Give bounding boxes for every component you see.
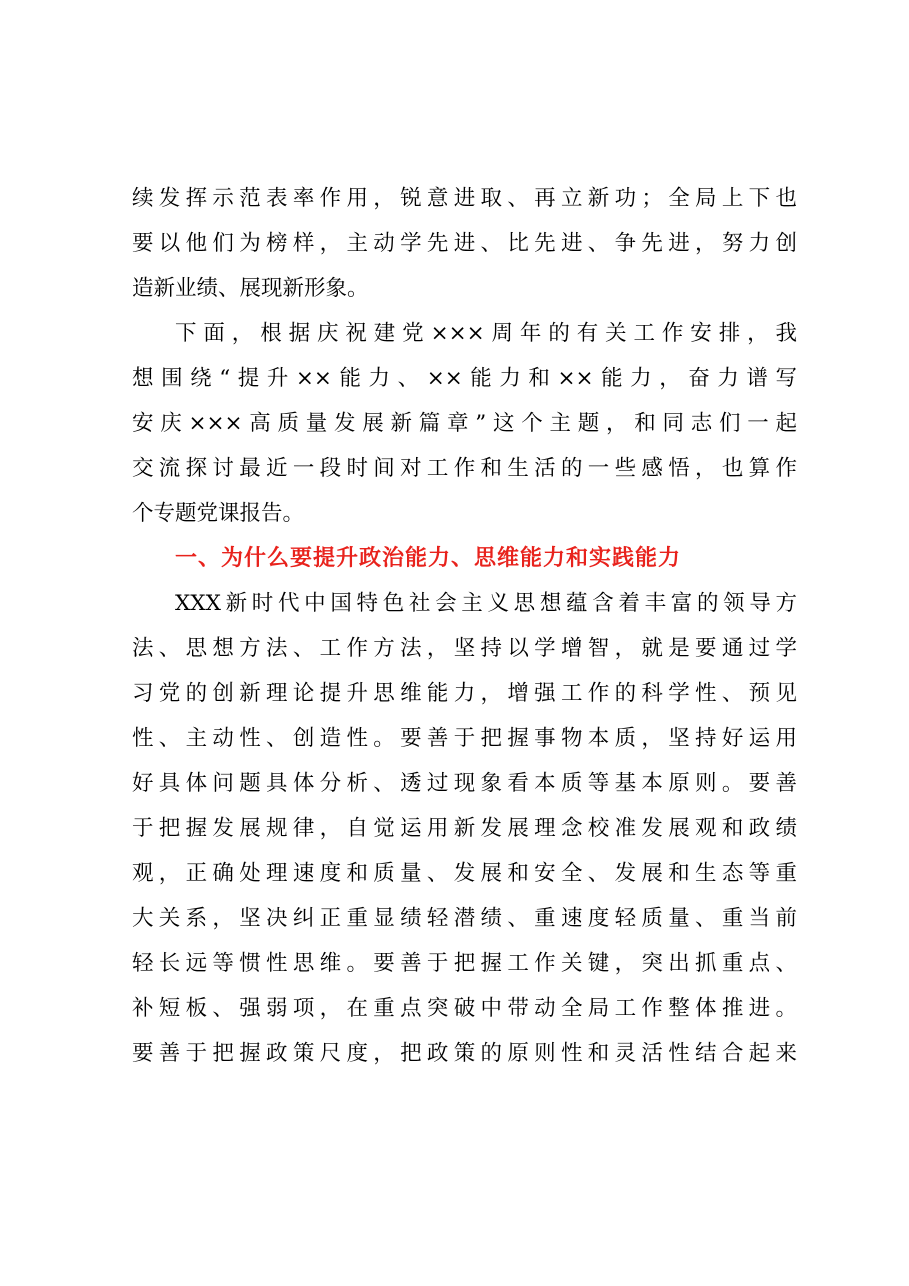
paragraph-line: XXX新时代中国特色社会主义思想蕴含着丰富的领导方 <box>175 591 797 616</box>
paragraph-line: 造新业绩、展现新形象。 <box>132 276 369 301</box>
section-heading: 一、为什么要提升政治能力、思维能力和实践能力 <box>175 546 682 571</box>
paragraph-line: 性、主动性、创造性。要善于把握事物本质，坚持好运用 <box>132 726 797 751</box>
document-body <box>132 176 797 1076</box>
paragraph-line: 好具体问题具体分析、透过现象看本质等基本原则。要善 <box>132 771 797 796</box>
paragraph-line: 交流探讨最近一段时间对工作和生活的一些感悟，也算作 <box>132 456 797 481</box>
paragraph-line: 补短板、强弱项，在重点突破中带动全局工作整体推进。 <box>132 996 797 1021</box>
paragraph-line: 习党的创新理论提升思维能力，增强工作的科学性、预见 <box>132 681 797 706</box>
paragraph-line: 法、思想方法、工作方法，坚持以学增智，就是要通过学 <box>132 636 797 661</box>
paragraph-line: 于把握发展规律，自觉运用新发展理念校准发展观和政绩 <box>132 816 797 841</box>
paragraph-line: 安庆×××高质量发展新篇章”这个主题，和同志们一起 <box>132 411 797 436</box>
paragraph-line: 想围绕“提升××能力、××能力和××能力，奋力谱写 <box>132 366 797 391</box>
paragraph-line: 要善于把握政策尺度，把政策的原则性和灵活性结合起来 <box>132 1041 797 1066</box>
paragraph-line: 个专题党课报告。 <box>132 501 305 526</box>
paragraph-line: 下面，根据庆祝建党×××周年的有关工作安排，我 <box>175 321 797 346</box>
paragraph-line: 轻长远等惯性思维。要善于把握工作关键，突出抓重点、 <box>132 951 797 976</box>
paragraph-line: 大关系，坚决纠正重显绩轻潜绩、重速度轻质量、重当前 <box>132 906 797 931</box>
paragraph-line: 续发挥示范表率作用，锐意进取、再立新功；全局上下也 <box>132 186 797 211</box>
paragraph-line: 要以他们为榜样，主动学先进、比先进、争先进，努力创 <box>132 231 797 256</box>
paragraph-line: 观，正确处理速度和质量、发展和安全、发展和生态等重 <box>132 861 797 886</box>
